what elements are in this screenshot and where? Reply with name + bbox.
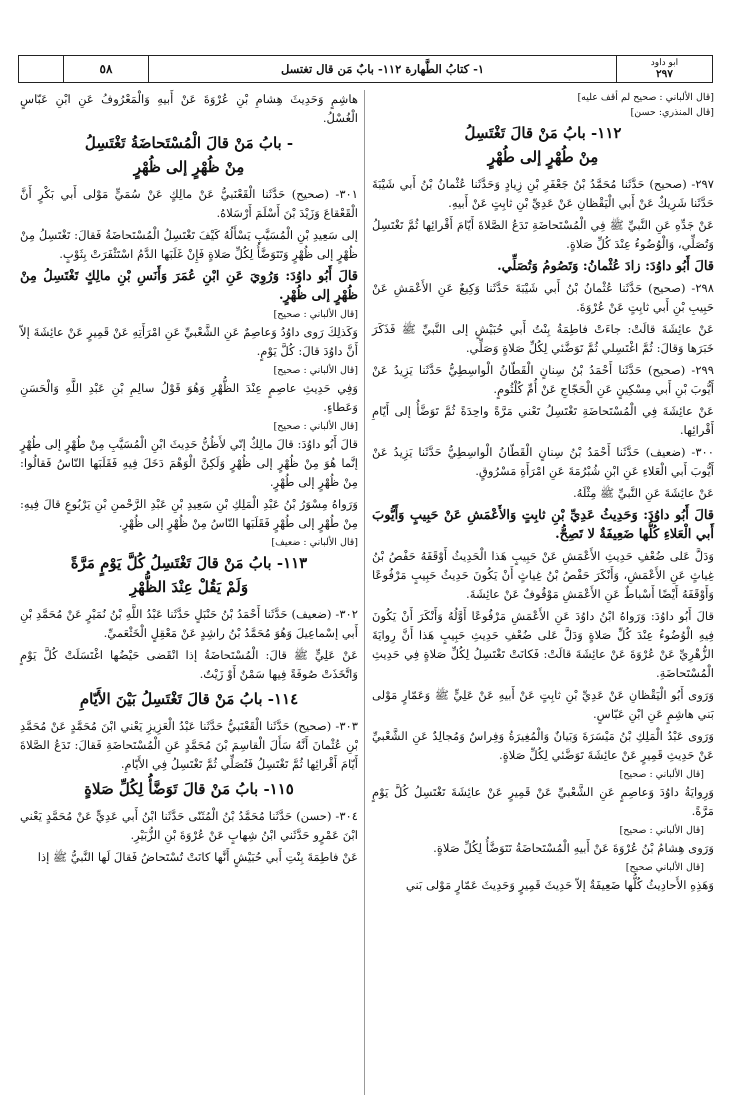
hadith-302-isnad: ٣٠٢- (ضعيف) حَدَّثَنا أَحْمَدُ بْنُ حَنْبَلٍ حَدَّثَنا عَبْدُ اللَّهِ بْنُ نُمَيْرٍ عَنْ مُحَمَّدِ بْنِ أَبي إسْماعِيلَ وَهُوَ مُحَمَّدُ بْنُ راشِدٍ عَنْ مَعْقِلٍ الْخَثْعَميِّ.: [20, 607, 358, 640]
abu-dawud-remark: قالَ أَبُو داوُدَ: وَرُوِيَ عَنِ ابْنِ عُمَرَ وَأَنَسِ بْنِ مالِكٍ تَغْتَسِلُ مِنْ ظُهْرٍ إلى ظُهْرٍ.: [20, 269, 358, 303]
chapter-title-line: - بابُ مَنْ قالَ الْمُسْتَحاضَةُ تَغْتَسِلُ: [84, 134, 294, 152]
chapter-heading-115: [20, 777, 358, 801]
commentary-paragraph: هاشِمٍ وَحَدِيثَ هِشامِ بْنِ عُرْوَةَ عَنْ أَبيهِ وَالْمَعْرُوفُ عَنِ ابْنِ عَبّاسٍ الْغُسْلُ.: [20, 92, 358, 125]
grade-note: [قال الألباني : صحيح]: [619, 769, 704, 780]
grade-note: [قال الألباني : صحيح]: [619, 825, 704, 836]
hadith-297-isnad: ٢٩٧- (صحيح) حَدَّثَنا مُحَمَّدُ بْنُ جَعْفَرِ بْنِ زِيادٍ وَحَدَّثَنا عُثْمانُ بْنُ أَبي شَيْبَةَ حَدَّثَنا شَرِيكٌ عَنْ أَبي الْيَقْظانِ عَنْ عَدِيِّ بْنِ ثابِتٍ عَنْ أَبيهِ.: [372, 177, 714, 210]
hadith-301-matn: إلى سَعِيدِ بْنِ الْمُسَيَّبِ يَسْأَلُهُ كَيْفَ تَغْتَسِلُ الْمُسْتَحاضَةُ فَقالَ: تَغْتَسِلُ مِنْ ظُهْرٍ إلى ظُهْرٍ وَتَتَوَضَّأُ لِكُلِّ صَلاةٍ فَإِنْ غَلَبَها الدَّمُ اسْتَثْفَرَتْ بِثَوْبٍ.: [20, 228, 358, 261]
abu-dawud-remark: قالَ أَبُو داوُدَ: وَرَواهُ ابْنُ داوُدَ عَنِ الأَعْمَشِ مَرْفُوعًا أَوَّلُهُ وَأَنْكَرَ أَنْ يَكُونَ فِيهِ الْوُضُوءُ عِنْدَ كُلِّ صَلاةٍ وَدَلَّ عَلى ضُعْفِ حَدِيثِ حَبِيبٍ هَذا أَنَّ رِوايَةَ الزُّهْرِيِّ عَنْ عُرْوَةَ عَنْ عائِشَةَ قالَتْ: فَكانَتْ تَغْتَسِلُ لِكُلِّ صَلاةٍ فِي حَدِيثِ الْمُسْتَحاضَةِ.: [372, 609, 714, 680]
hadith-301-isnad: ٣٠١- (صحيح) حَدَّثَنا الْقَعْنَبيُّ عَنْ مالِكٍ عَنْ سُمَيٍّ مَوْلى أَبي بَكْرٍ أَنَّ الْقَعْقاعَ وَزَيْدَ بْنَ أَسْلَمَ أَرْسَلاهُ.: [20, 187, 358, 220]
abu-dawud-remark: قالَ أَبُو داوُدَ: قالَ مالِكٌ إنّي لأَظُنُّ حَدِيثَ ابْنِ الْمُسَيَّبِ مِنْ طُهْرٍ إلى طُهْرٍ إنَّما هُوَ مِنْ ظُهْرٍ إلى ظُهْرٍ وَلَكِنَّ الْوَهْمَ دَخَلَ فِيهِ فَقَلَبَها النّاسُ فَقالُوا: مِنْ ظُهْرٍ إلى طُهْرٍ.: [20, 437, 358, 489]
commentary-paragraph: وَرَوى عَبْدُ الْمَلِكِ بْنُ مَيْسَرَةَ وَبَيانٌ وَالْمُغِيرَةُ وَفِراسٌ وَمُجالِدٌ عَنِ الشَّعْبيِّ عَنْ حَدِيثِ قَمِيرٍ عَنْ عائِشَةَ تَوَضَّئي لِكُلِّ صَلاةٍ.: [372, 729, 714, 762]
chapter-title-line: ١١٣- بابُ مَنْ قالَ تَغْتَسِلُ كُلَّ يَوْمٍ مَرَّةً: [70, 554, 308, 572]
grade-note: [قال الألباني : صحيح]: [273, 365, 358, 376]
chapter-title-line: وَلَمْ يَقُلْ عِنْدَ الظُّهْرِ: [129, 578, 249, 596]
chapter-title-line: مِنْ ظُهْرٍ إلى ظُهْرٍ: [133, 158, 245, 176]
chapter-heading-112: [372, 121, 714, 169]
grade-note: [قال الألباني : صحيح]: [273, 421, 358, 432]
left-column: [20, 90, 358, 870]
chapter-title-line: ١١٤- بابُ مَنْ قالَ تَغْتَسِلُ بَيْنَ الأَيّامِ: [79, 690, 299, 708]
commentary-paragraph: وَرَواهُ مِسْوَرُ بْنُ عَبْدِ الْمَلِكِ بْنِ سَعِيدِ بْنِ عَبْدِ الرَّحْمنِ بْنِ يَرْبُوعٍ قالَ فِيهِ: مِنْ طُهْرٍ إلى طُهْرٍ فَقَلَبَها النّاسُ مِنْ ظُهْرٍ إلى ظُهْرٍ.: [20, 497, 358, 530]
chapter-heading-114: [20, 687, 358, 711]
chapter-title-line: ١١٢- بابُ مَنْ قالَ تَغْتَسِلُ: [464, 124, 622, 142]
grade-note: [قال الألباني : صحيح]: [273, 309, 358, 320]
header-empty-cell: [19, 56, 64, 82]
grade-note: [قال الألباني : صحيح لم أقف عليه]: [577, 92, 714, 103]
chapter-heading-113: [20, 551, 358, 599]
hadith-304-matn: عَنْ فاطِمَةَ بِنْتِ أَبي حُبَيْشٍ أَنَّها كانَتْ تُسْتَحاضُ فَقالَ لَها النَّبيُّ ﷺ إذا: [37, 850, 358, 864]
hadith-298-matn: عَنْ عائِشَةَ قالَتْ: جاءَتْ فاطِمَةُ بِنْتُ أَبي حُبَيْشٍ إلى النَّبيِّ ﷺ فَذَكَرَ خَبَرَها وَقالَ: ثُمَّ اغْتَسِلي ثُمَّ تَوَضَّئي لِكُلِّ صَلاةٍ وَصَلِّي.: [372, 322, 714, 355]
volume-range: ٢٩٧: [656, 68, 673, 80]
section-title: ١- كتابُ الطَّهارة ١١٢- بابٌ مَن قال تغتسل: [149, 56, 617, 82]
commentary-paragraph: وَفِي حَدِيثِ عاصِمٍ عِنْدَ الظُّهْرِ وَهُوَ قَوْلُ سالِمِ بْنِ عَبْدِ اللَّهِ وَالْحَسَنِ وَعَطاءٍ.: [20, 381, 358, 414]
hadith-298-isnad: ٢٩٨- (صحيح) حَدَّثَنا عُثْمانُ بْنُ أَبي شَيْبَةَ حَدَّثَنا وَكِيعٌ عَنِ الأَعْمَشِ عَنْ حَبِيبِ بْنِ أَبي ثابِتٍ عَنْ عُرْوَةَ.: [372, 281, 714, 314]
book-label: [617, 56, 712, 82]
chapter-heading-untitled: [20, 131, 358, 179]
book-name: ابو داود: [650, 58, 679, 68]
hadith-304-isnad: ٣٠٤- (حسن) حَدَّثَنا مُحَمَّدُ بْنُ الْمُثَنّى حَدَّثَنا ابْنُ أَبي عَدِيٍّ عَنْ مُحَمَّدٍ يَعْني ابْنَ عَمْرٍو حَدَّثَني ابْنُ شِهابٍ عَنْ عُرْوَةَ بْنِ الزُّبَيْرِ.: [20, 809, 358, 842]
commentary-paragraph: وَكَذلِكَ رَوى داوُدُ وَعاصِمٌ عَنِ الشَّعْبيِّ عَنِ امْرَأَتِهِ عَنْ قَمِيرٍ عَنْ عائِشَةَ إلاّ أَنَّ داوُدَ قالَ: كُلَّ يَوْمٍ.: [20, 325, 358, 358]
abu-dawud-remark: قالَ أَبُو داوُدَ: وَحَدِيثُ عَدِيِّ بْنِ ثابِتٍ وَالأَعْمَشِ عَنْ حَبِيبٍ وَأَيُّوبَ أَبي الْعَلاءِ كُلُّها ضَعِيفَةٌ لا تَصِحُّ.: [372, 508, 714, 542]
grade-note: [قال الألباني صحيح]: [625, 862, 704, 873]
chapter-title-line: ١١٥- بابُ مَنْ قالَ تَوَضَّأُ لِكُلِّ صَلاةٍ: [84, 780, 294, 798]
grade-note: [قال الألباني : ضعيف]: [271, 537, 358, 548]
commentary-paragraph: وَرَوى أَبُو الْيَقْظانِ عَنْ عَدِيِّ بْنِ ثابِتٍ عَنْ أَبيهِ عَنْ عَلِيٍّ ﷺ وَعَمّارٍ مَوْلى بَني هاشِمٍ عَنِ ابْنِ عَبّاسٍ.: [372, 688, 714, 721]
commentary-paragraph: وَهَذِهِ الأَحادِيثُ كُلُّها ضَعِيفَةٌ إلاّ حَدِيثَ قَمِيرٍ وَحَدِيثَ عَمّارٍ مَوْلى بَني: [405, 878, 714, 892]
commentary-paragraph: وَرَوى هِشامُ بْنُ عُرْوَةَ عَنْ أَبيهِ الْمُسْتَحاضَةُ تَتَوَضَّأُ لِكُلِّ صَلاةٍ.: [433, 841, 714, 855]
column-divider: [364, 90, 365, 1095]
hadith-297-matn: عَنْ جَدِّهِ عَنِ النَّبيِّ ﷺ فِي الْمُسْتَحاضَةِ تَدَعُ الصَّلاةَ أَيّامَ أَقْرائِها ثُمَّ تَغْتَسِلُ وَتُصَلِّي، وَالْوُضُوءُ عِنْدَ كُلِّ صَلاةٍ.: [372, 218, 714, 251]
hadith-303: ٣٠٣- (صحيح) حَدَّثَنا الْقَعْنَبيُّ حَدَّثَنا عَبْدُ الْعَزِيزِ يَعْني ابْنَ مُحَمَّدٍ عَنْ مُحَمَّدِ بْنِ عُثْمانَ أَنَّهُ سَأَلَ الْقاسِمَ بْنَ مُحَمَّدٍ عَنِ الْمُسْتَحاضَةِ فَقالَ: تَدَعُ الصَّلاةَ أَيّامَ أَقْرائِها ثُمَّ تَغْتَسِلُ فَتُصَلِّي ثُمَّ تَغْتَسِلُ فِي الأَيّامِ.: [20, 719, 358, 771]
abu-dawud-remark: قالَ أَبُو داوُدَ: زادَ عُثْمانُ: وَتَصُومُ وَتُصَلِّي.: [497, 259, 714, 274]
chapter-title-line: مِنْ طُهْرٍ إلى طُهْرٍ: [487, 148, 599, 166]
grade-note: [قال المنذري: حسن]: [630, 107, 714, 118]
hadith-300-isnad: ٣٠٠- (ضعيف) حَدَّثَنا أَحْمَدُ بْنُ سِنانٍ الْقَطّانُ الْواسِطِيُّ حَدَّثَنا يَزِيدُ عَنْ أَيُّوبَ أَبي الْعَلاءِ عَنِ ابْنِ شُبْرُمَةَ عَنِ امْرَأَةِ مَسْرُوقٍ.: [372, 445, 714, 478]
right-column: [372, 90, 714, 898]
page-header: [18, 55, 713, 83]
commentary-paragraph: وَرِوايَةُ داوُدَ وَعاصِمٍ عَنِ الشَّعْبيِّ عَنْ قَمِيرٍ عَنْ عائِشَةَ تَغْتَسِلُ كُلَّ يَوْمٍ مَرَّةً.: [372, 785, 714, 818]
hadith-302-matn: عَنْ عَلِيٍّ ﷺ قالَ: الْمُسْتَحاضَةُ إذا انْقَضى حَيْضُها اغْتَسَلَتْ كُلَّ يَوْمٍ وَاتَّخَذَتْ صُوفَةً فِيها سَمْنٌ أَوْ زَيْتٌ.: [20, 648, 358, 681]
hadith-299-matn: عَنْ عائِشَةَ فِي الْمُسْتَحاضَةِ تَغْتَسِلُ تَعْني مَرَّةً واحِدَةً ثُمَّ تَوَضَّأُ إلى أَيّامِ أَقْرائِها.: [372, 404, 714, 437]
commentary-paragraph: وَدَلَّ عَلى ضُعْفِ حَدِيثِ الأَعْمَشِ عَنْ حَبِيبٍ هَذا الْحَدِيثُ أَوْقَفَهُ حَفْصُ بْنُ غِياثٍ عَنِ الأَعْمَشِ، وَأَنْكَرَ حَفْصُ بْنُ غِياثٍ أَنْ يَكُونَ حَدِيثُ حَبِيبٍ مَرْفُوعًا وَأَوْقَفَهُ أَيْضًا أَسْباطٌ عَنِ الأَعْمَشِ مَوْقُوفٌ عَنْ عائِشَةَ.: [372, 549, 714, 601]
page-number: ٥٨: [64, 56, 149, 82]
hadith-299-isnad: ٢٩٩- (صحيح) حَدَّثَنا أَحْمَدُ بْنُ سِنانٍ الْقَطّانُ الْواسِطِيُّ حَدَّثَنا يَزِيدُ عَنْ أَيُّوبَ بْنِ أَبي مِسْكِينٍ عَنِ الْحَجّاجِ عَنْ أُمِّ كُلْثُومٍ.: [372, 363, 714, 396]
hadith-300-matn: عَنْ عائِشَةَ عَنِ النَّبيِّ ﷺ مِثْلَهُ.: [572, 486, 714, 500]
